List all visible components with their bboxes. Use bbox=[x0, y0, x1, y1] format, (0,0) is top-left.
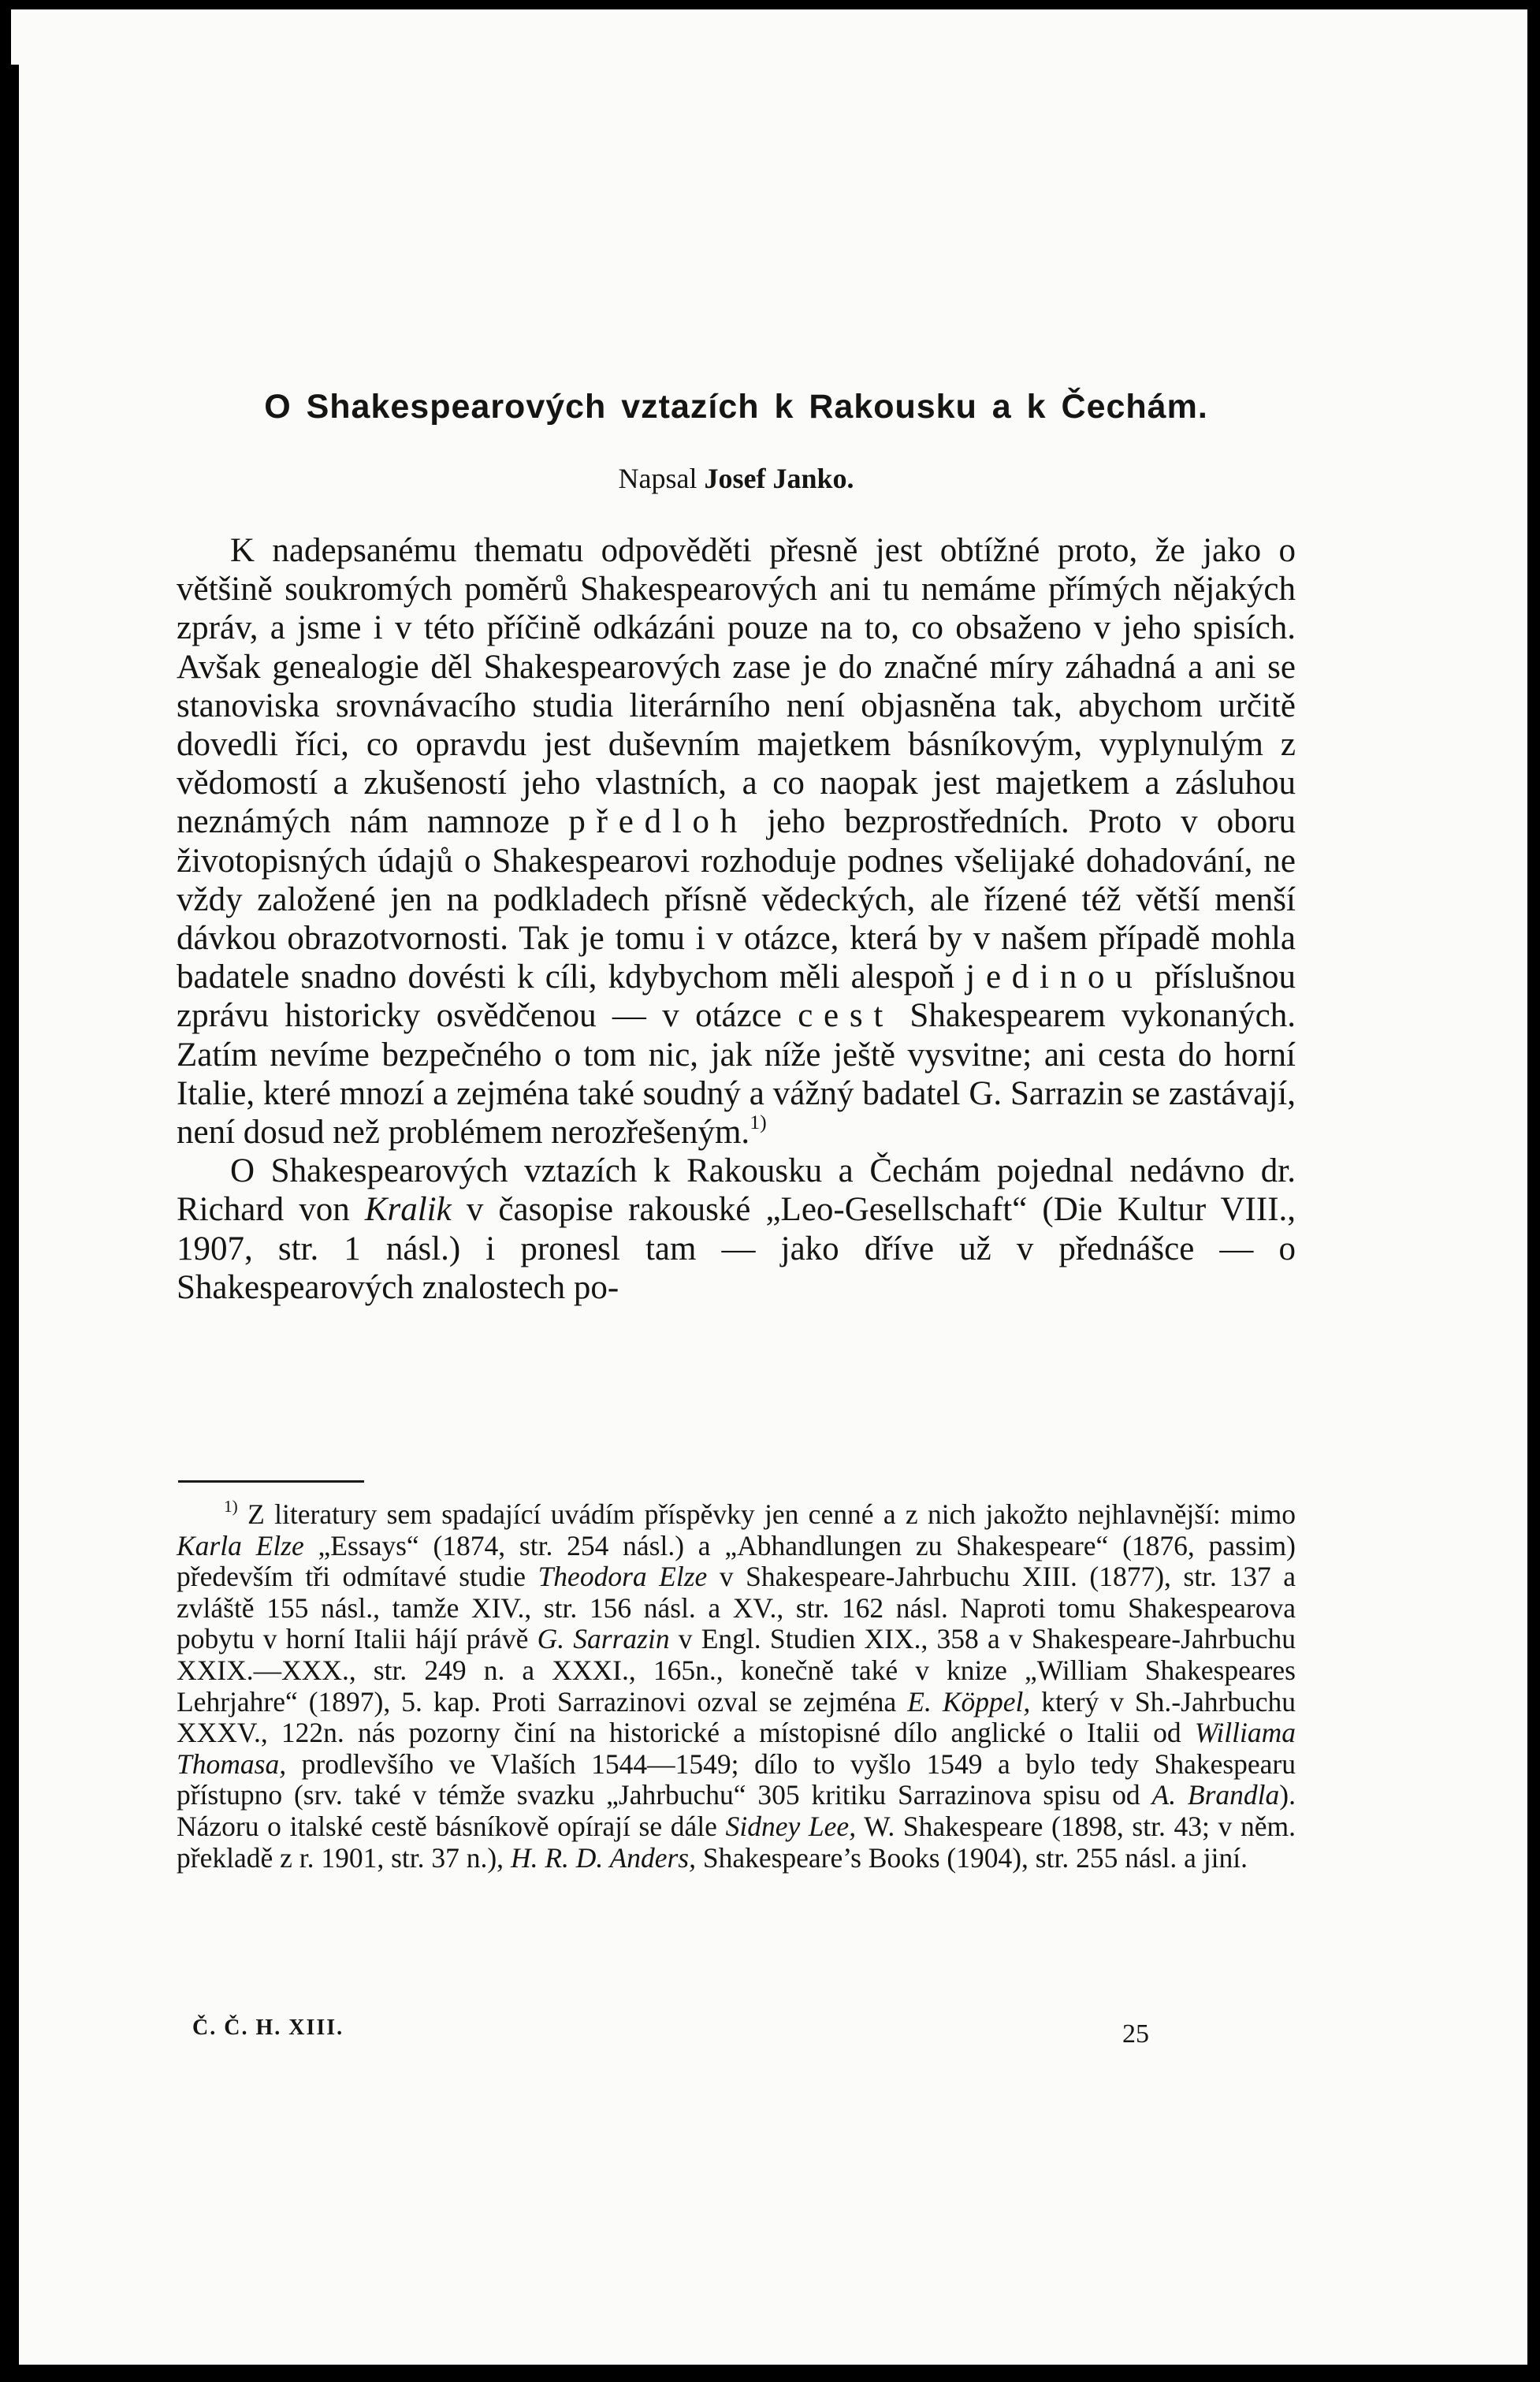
text-run: W. Shakespeare (1898, str. 43; v něm. překladě z r. 1901, str. 37 n.), bbox=[177, 1810, 1296, 1874]
italic-name: Kralik bbox=[364, 1191, 452, 1229]
text-run: který v Sh.-Jahrbuchu XXXV., 122n. nás pozorny činí na historické a místopisné dílo anglické o Italii od bbox=[177, 1685, 1296, 1749]
text-run: v časopise rakouské „Leo-Gesellschaft“ (Die Kultur VIII., 1907, str. 1 násl.) i pronesl tam — jako dříve už v přednášce — o Shakespearových znalostech po- bbox=[177, 1191, 1296, 1306]
scan-edge-bar bbox=[11, 65, 19, 2382]
footnote-paragraph bbox=[177, 1499, 1296, 1874]
footnote-reference[interactable]: 1) bbox=[750, 1111, 767, 1133]
italic-name: Karla Elze bbox=[177, 1529, 304, 1561]
article-body bbox=[177, 531, 1296, 1307]
text-run: K nadepsanému thematu odpověděti přesně jest obtížné proto, že jako o většině soukromých poměrů Shakespearových ani tu nemáme přímých nějakých zpráv, a jsme i v této příčině odkázáni pouze na to, co obsaženo v jeho spisích. Avšak genealogie děl Shakespearových zase je do značné míry záhadná a ani se stanoviska srovnávacího studia literárního není objasněna tak, abychom určitě dovedli říci, co opravdu jest duševním majetkem básníkovým, vyplynulým z vědomostí a zkušeností jeho vlastních, a co naopak jest majetkem a zásluhou neznámých nám namnoze bbox=[177, 532, 1296, 841]
byline bbox=[177, 462, 1296, 495]
paragraph bbox=[177, 531, 1296, 1152]
text-run: v Engl. Studien XIX., 358 a v Shakespeare-Jahrbuchu XXIX.—XXX., str. 249 n. a XXXI., 165n., konečně také v knize „William Shakespeares Lehrjahre“ (1897), 5. kap. Proti Sarrazinovi ozval se zejména bbox=[177, 1623, 1296, 1718]
italic-name: G. Sarrazin bbox=[537, 1623, 670, 1655]
author-name: Josef Janko. bbox=[704, 463, 854, 494]
article-title: O Shakespearových vztazích k Rakousku a k Čechám. bbox=[264, 388, 1208, 426]
text-run: Shakespeare’s Books (1904), str. 255 násl. a jiní. bbox=[702, 1841, 1248, 1874]
text-run: v Shakespeare-Jahrbuchu XIII. (1877), str. 137 a zvláště 155 násl., tamže XIV., str. 156 násl. a XV., str. 162 násl. Naproti tomu Shakespearova pobytu v horní Italii hájí právě bbox=[177, 1561, 1296, 1655]
italic-name: Williama Thomasa, bbox=[177, 1717, 1296, 1780]
text-run: příslušnou zprávu historicky osvědčenou — v otázce bbox=[177, 958, 1296, 1035]
signature-mark: Č. Č. H. XIII. bbox=[192, 2015, 344, 2040]
italic-name: E. Köppel, bbox=[907, 1685, 1031, 1718]
book-page bbox=[11, 9, 1527, 2365]
text-run: jeho bezprostředních. Proto v oboru životopisných údajů o Shakespearovi rozhoduje podnes všelijaké dohadování, ne vždy založené jen na podkladech přísně vědeckých, ale řízené též větší menší dávkou obrazotvornosti. Tak je tomu i v otázce, která by v našem případě mohla badatele snadno dovésti k cíli, kdybychom měli alespoň bbox=[177, 803, 1296, 996]
italic-name: Sidney Lee, bbox=[725, 1810, 857, 1842]
page-number: 25 bbox=[1122, 2019, 1149, 2049]
emphasis-spaced: předloh bbox=[568, 803, 749, 841]
italic-name: A. Brandla bbox=[1151, 1779, 1280, 1811]
italic-name: Theodora Elze bbox=[538, 1561, 708, 1593]
text-run: prodlevšího ve Vlaších 1544—1549; dílo to vyšlo 1549 a bylo tedy Shakespearu přístupno (srv. také v témže svazku „Jahrbuchu“ 305 kritiku Sarrazinova spisu od bbox=[177, 1747, 1296, 1811]
footnote-divider bbox=[178, 1480, 364, 1483]
paragraph bbox=[177, 1152, 1296, 1307]
italic-name: H. R. D. Anders, bbox=[510, 1841, 696, 1874]
text-run: Shakespearem vykonaných. Zatím nevíme bezpečného o tom nic, jak níže ještě vysvitne; ani cesta do horní Italie, které mnozí a zejména také soudný a vážný badatel G. Sarrazin se zastávají, není dosud než problémem nerozřešeným. bbox=[177, 997, 1296, 1152]
emphasis-spaced: cest bbox=[798, 997, 895, 1035]
text-run: O Shakespearových vztazích k Rakousku a Čechám pojednal nedávno dr. Richard von bbox=[177, 1152, 1296, 1229]
text-run: Z literatury sem spadající uvádím příspěvky jen cenné a z nich jakožto nejhlavnější: mimo bbox=[247, 1498, 1296, 1530]
text-run: „Essays“ (1874, str. 254 násl.) a „Abhandlungen zu Shakespeare“ (1876, passim) především tři odmítavé studie bbox=[177, 1529, 1296, 1593]
footnote-marker: 1) bbox=[224, 1497, 238, 1517]
footnote bbox=[177, 1499, 1296, 1874]
byline-prefix: Napsal bbox=[618, 463, 697, 494]
emphasis-spaced: jedinou bbox=[965, 958, 1144, 996]
text-run: ). Názoru o italské cestě básníkově opírají se dále bbox=[177, 1779, 1296, 1842]
